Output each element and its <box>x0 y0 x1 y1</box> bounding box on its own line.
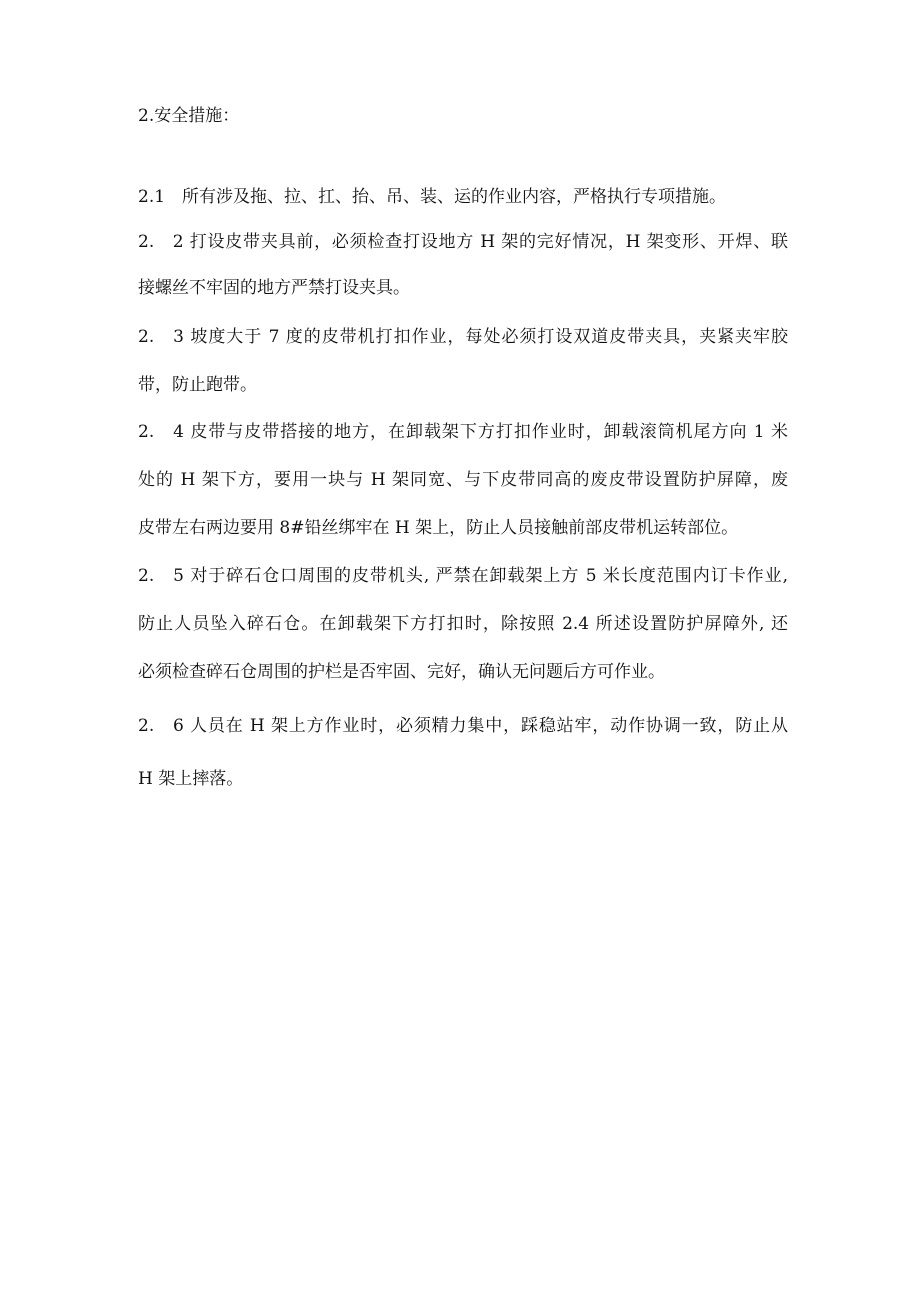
item-2-1-line-1: 2.1 所有涉及拖、拉、扛、抬、吊、装、运的作业内容，严格执行专项措施。 <box>138 187 727 207</box>
item-2-4-line-1: 2. 4 皮带与皮带搭接的地方，在卸载架下方打扣作业时，卸载滚筒机尾方向 1 米 <box>138 422 788 442</box>
item-2-5-line-2: 防止人员坠入碎石仓。在卸载架下方打扣时，除按照 2.4 所述设置防护屏障外, 还 <box>138 614 788 634</box>
item-2-4-line-3: 皮带左右两边要用 8#铅丝绑牢在 H 架上，防止人员接触前部皮带机运转部位。 <box>138 518 739 538</box>
item-2-3-line-2: 带，防止跑带。 <box>138 375 257 395</box>
item-2-6-line-1: 2. 6 人员在 H 架上方作业时，必须精力集中，踩稳站牢，动作协调一致，防止从 <box>138 716 788 736</box>
item-2-2-line-1: 2. 2 打设皮带夹具前，必须检查打设地方 H 架的完好情况，H 架变形、开焊、联 <box>138 232 788 252</box>
item-2-5-line-3: 必须检查碎石仓周围的护栏是否牢固、完好，确认无问题后方可作业。 <box>138 662 665 682</box>
item-2-5-line-1: 2. 5 对于碎石仓口周围的皮带机头, 严禁在卸载架上方 5 米长度范围内订卡作业, <box>138 566 788 586</box>
item-2-3-line-1: 2. 3 坡度大于 7 度的皮带机打扣作业，每处必须打设双道皮带夹具，夹紧夹牢胶 <box>138 327 788 347</box>
section-heading: 2.安全措施： <box>138 106 240 126</box>
item-2-2-line-2: 接螺丝不牢固的地方严禁打设夹具。 <box>138 278 410 298</box>
item-2-4-line-2: 处的 H 架下方，要用一块与 H 架同宽、与下皮带同高的废皮带设置防护屏障，废 <box>138 470 788 490</box>
item-2-6-line-2: H 架上摔落。 <box>138 769 244 789</box>
